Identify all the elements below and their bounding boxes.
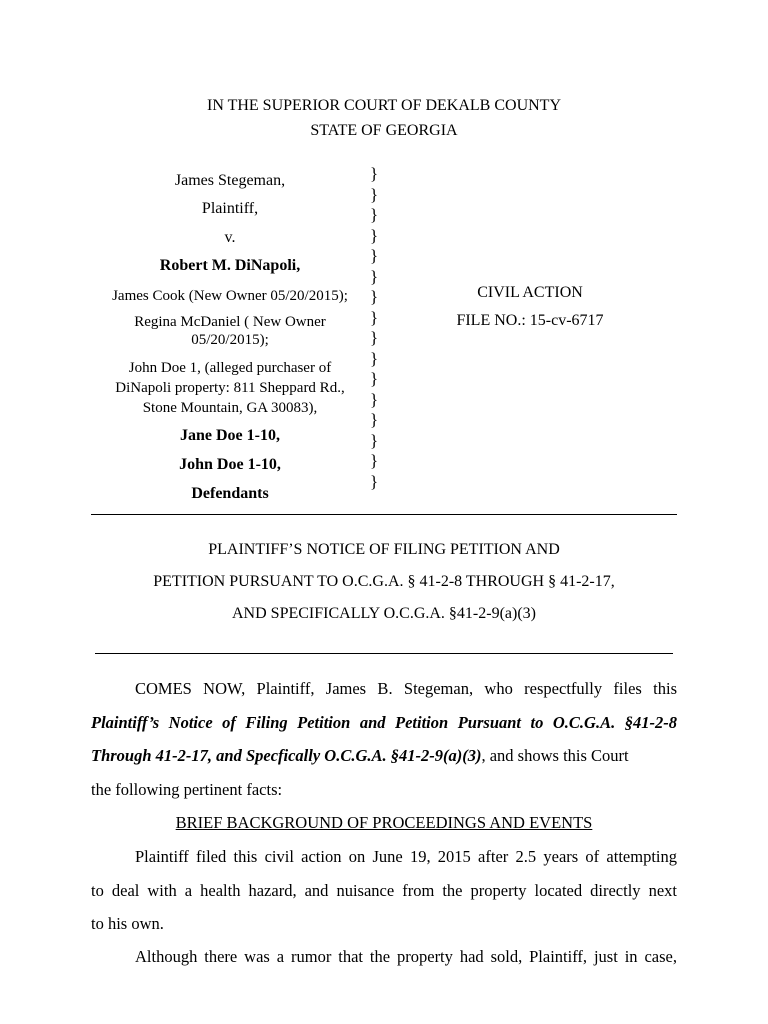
para1-line1: Plaintiff filed this civil action on June 19, 2015 after 2.5 years of attempting: [135, 847, 677, 866]
defendant-mcdaniel-line1: Regina McDaniel ( New Owner: [134, 314, 326, 330]
defendant-cook: James Cook (New Owner 05/20/2015);: [112, 288, 348, 304]
brace: }: [370, 328, 379, 347]
plaintiff-name: James Stegeman,: [174, 172, 286, 189]
document-title-line2: PETITION PURSUANT TO O.C.G.A. § 41-2-8 THROUGH § 41-2-17,: [153, 573, 615, 590]
document-title-line3: AND SPECIFICALLY O.C.G.A. §41-2-9(a)(3): [232, 605, 536, 622]
file-number: FILE NO.: 15-cv-6717: [456, 312, 604, 329]
intro-line3: [91, 746, 677, 766]
court-name: IN THE SUPERIOR COURT OF DEKALB COUNTY: [206, 97, 562, 114]
brace: }: [370, 410, 379, 429]
section-heading: BRIEF BACKGROUND OF PROCEEDINGS AND EVENTS: [175, 813, 593, 832]
para1-line2: to deal with a health hazard, and nuisance from the property located directly next: [91, 881, 677, 900]
brace: }: [370, 471, 379, 491]
court-state: STATE OF GEORGIA: [310, 122, 458, 139]
intro-line3-italic: Through 41-2-17, and Specfically O.C.G.A. §41-2-9(a)(3): [91, 746, 482, 765]
brace: }: [370, 430, 379, 450]
brace: }: [370, 164, 379, 183]
title-divider: [95, 653, 673, 654]
brace: }: [370, 266, 379, 286]
defendant-dinapoli: Robert M. DiNapoli,: [159, 257, 301, 274]
defendant-john-doe: John Doe 1-10,: [179, 456, 281, 473]
intro-line3-rest: , and shows this Court: [481, 746, 629, 765]
intro-line1: COMES NOW, Plaintiff, James B. Stegeman, who respectfully files this: [135, 679, 677, 698]
brace: }: [370, 205, 379, 224]
para1-line3: to his own.: [91, 914, 164, 933]
brace: }: [370, 389, 379, 409]
defendant-jane-doe: Jane Doe 1-10,: [180, 427, 280, 444]
defendant-doe1-line1: John Doe 1, (alleged purchaser of: [128, 360, 332, 376]
document-title-line1: PLAINTIFF’S NOTICE OF FILING PETITION AND: [208, 541, 560, 558]
civil-action-label: CIVIL ACTION: [477, 284, 583, 301]
defendant-doe1-line3: Stone Mountain, GA 30083),: [142, 400, 318, 416]
defendant-doe1-line2: DiNapoli property: 811 Sheppard Rd.,: [115, 380, 345, 396]
brace: }: [370, 225, 379, 245]
brace: }: [370, 307, 379, 327]
brace: }: [370, 348, 379, 368]
brace: }: [370, 246, 379, 265]
brace: }: [370, 184, 379, 204]
brace: }: [370, 287, 379, 306]
brace: }: [370, 369, 379, 388]
plaintiff-role: Plaintiff,: [201, 200, 259, 217]
intro-line2: Plaintiff’s Notice of Filing Petition and Petition Pursuant to O.C.G.A. §41-2-8: [91, 713, 677, 732]
defendant-mcdaniel-line2: 05/20/2015);: [191, 332, 269, 348]
defendants-role: Defendants: [191, 485, 269, 502]
versus-label: v.: [224, 229, 236, 246]
brace: }: [370, 451, 379, 470]
para2-line1: Although there was a rumor that the property had sold, Plaintiff, just in case,: [135, 947, 677, 966]
intro-line4: the following pertinent facts:: [91, 780, 283, 799]
caption-brace-column: [370, 164, 382, 492]
caption-divider: [91, 514, 677, 515]
